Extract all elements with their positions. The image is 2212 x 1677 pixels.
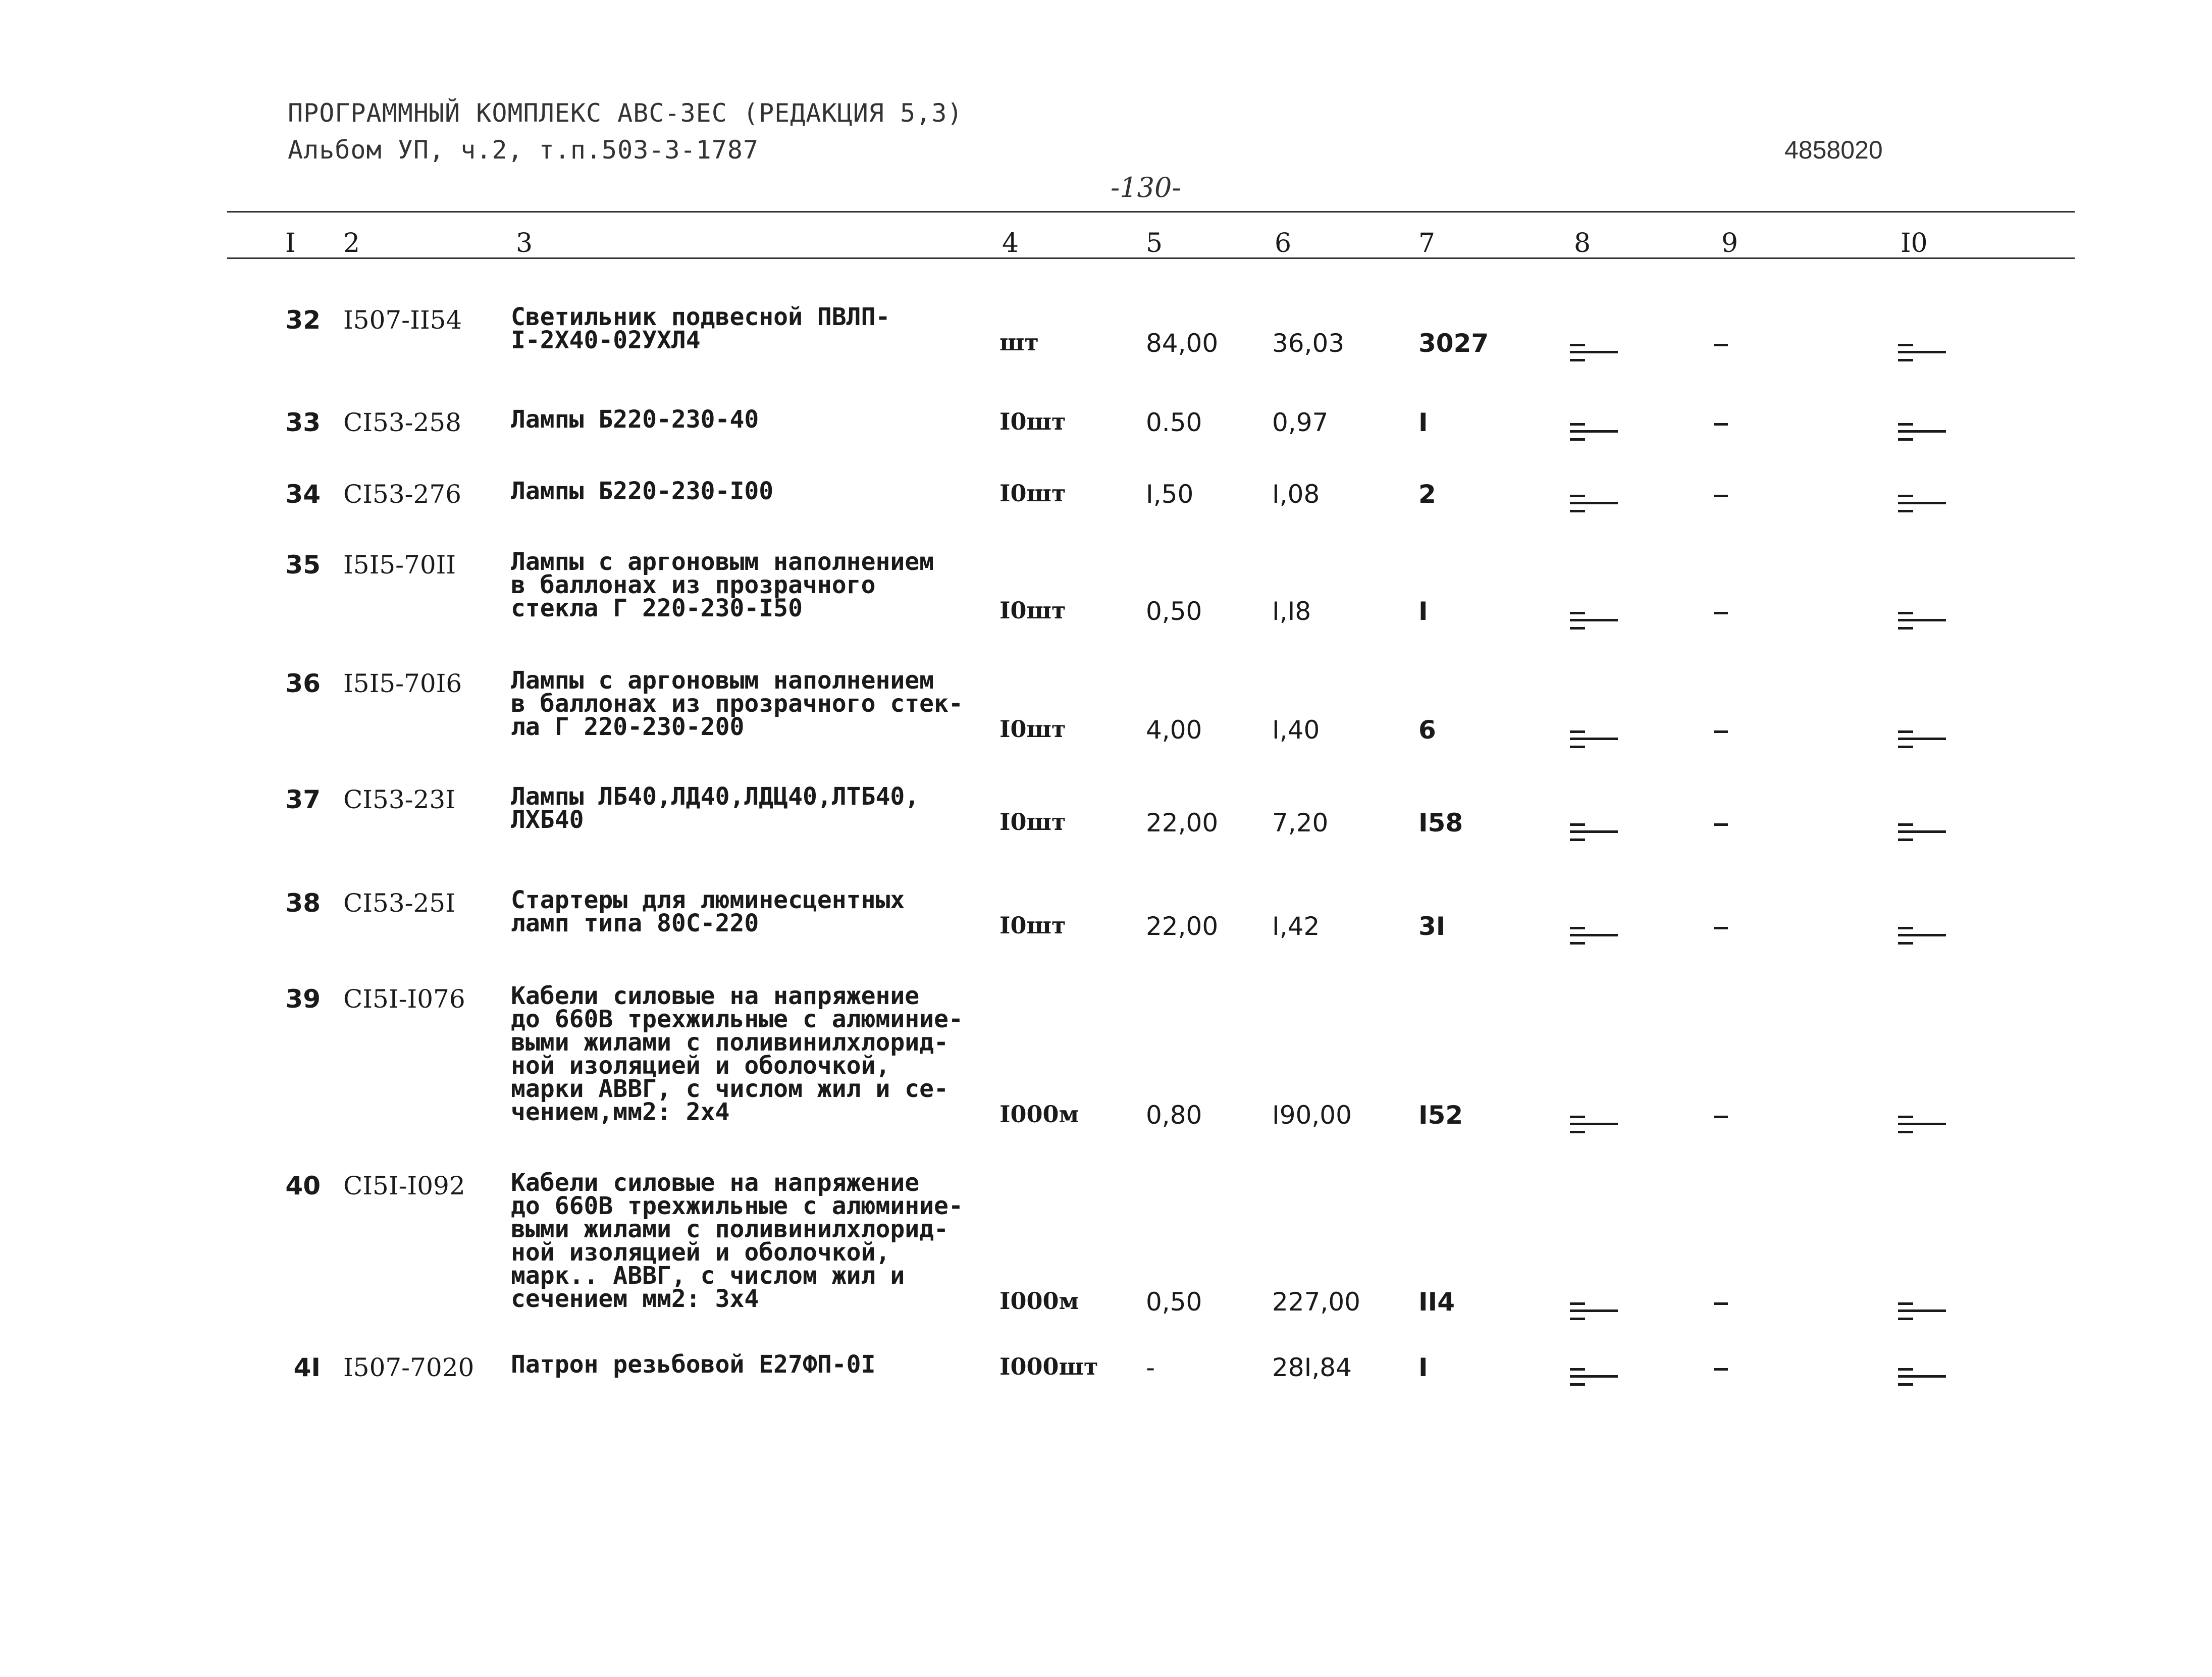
total: 3027 bbox=[1418, 329, 1489, 358]
col10-mark bbox=[1898, 329, 1948, 369]
mark-stroke bbox=[1570, 351, 1618, 353]
mark-stroke bbox=[1570, 1123, 1618, 1125]
mark-stroke bbox=[1570, 730, 1585, 733]
mark-stroke bbox=[1570, 612, 1585, 614]
row-number: 39 bbox=[285, 984, 321, 1014]
col10-mark bbox=[1898, 715, 1948, 756]
column-header-6: 6 bbox=[1275, 228, 1292, 258]
mark-stroke bbox=[1898, 927, 1913, 929]
dash-stroke bbox=[1714, 495, 1728, 497]
row-number: 33 bbox=[285, 408, 321, 437]
mark-stroke bbox=[1898, 495, 1913, 497]
quantity: 0.50 bbox=[1146, 408, 1202, 437]
dash-stroke bbox=[1714, 423, 1728, 426]
item-description: Лампы с аргоновым наполнением в баллонах из прозрачного стекла Г 220-230-I50 bbox=[511, 548, 934, 622]
mark-stroke bbox=[1570, 344, 1585, 346]
col8-mark bbox=[1570, 808, 1620, 849]
total: I bbox=[1418, 597, 1428, 626]
col10-mark bbox=[1898, 1353, 1948, 1393]
col8-mark bbox=[1570, 912, 1620, 952]
mark-stroke bbox=[1570, 839, 1585, 841]
dash-stroke bbox=[1714, 1116, 1728, 1118]
total: 3I bbox=[1418, 912, 1446, 941]
mark-stroke bbox=[1570, 942, 1585, 945]
item-description: Стартеры для люминесцентных ламп типа 80С-220 bbox=[511, 886, 905, 937]
col8-mark bbox=[1570, 408, 1620, 448]
mark-stroke bbox=[1898, 1116, 1913, 1118]
unit: I000м bbox=[999, 1100, 1079, 1128]
mark-stroke bbox=[1898, 612, 1913, 614]
item-description: Лампы Б220-230-40 bbox=[511, 405, 759, 434]
mark-stroke bbox=[1898, 430, 1946, 433]
price-code: CI53-23I bbox=[343, 785, 455, 814]
col9-mark bbox=[1714, 715, 1734, 746]
column-header-1: I bbox=[285, 228, 296, 258]
mark-stroke bbox=[1570, 830, 1618, 833]
price-code: I5I5-70II bbox=[343, 550, 456, 580]
column-header-8: 8 bbox=[1574, 228, 1591, 258]
unit: I0шт bbox=[999, 715, 1066, 743]
mark-stroke bbox=[1570, 627, 1585, 630]
quantity: 0,50 bbox=[1146, 1287, 1202, 1317]
mark-stroke bbox=[1570, 1368, 1585, 1371]
quantity: - bbox=[1146, 1353, 1155, 1382]
item-description: Лампы с аргоновым наполнением в баллонах из прозрачного стек- ла Г 220-230-200 bbox=[511, 666, 963, 741]
mark-stroke bbox=[1898, 351, 1946, 353]
row-number: 35 bbox=[285, 550, 321, 580]
mark-stroke bbox=[1570, 1383, 1585, 1386]
col9-mark bbox=[1714, 1287, 1734, 1318]
price-code: I507-7020 bbox=[343, 1353, 475, 1382]
unit-price: 28I,84 bbox=[1272, 1353, 1352, 1382]
col8-mark bbox=[1570, 1100, 1620, 1141]
dash-stroke bbox=[1714, 344, 1728, 346]
row-number: 37 bbox=[285, 785, 321, 814]
row-number: 34 bbox=[285, 480, 321, 509]
item-description: Лампы Б220-230-I00 bbox=[511, 477, 774, 505]
col8-mark bbox=[1570, 480, 1620, 520]
dash-stroke bbox=[1714, 823, 1728, 826]
mark-text bbox=[1714, 1287, 1729, 1317]
mark-stroke bbox=[1898, 627, 1913, 630]
mark-stroke bbox=[1898, 1131, 1913, 1133]
dash-stroke bbox=[1714, 730, 1728, 733]
col10-mark bbox=[1898, 912, 1948, 952]
mark-stroke bbox=[1570, 438, 1585, 441]
dash-stroke bbox=[1714, 1302, 1728, 1305]
mark-stroke bbox=[1898, 438, 1913, 441]
quantity: 0,80 bbox=[1146, 1100, 1202, 1130]
mark-stroke bbox=[1898, 359, 1913, 361]
mark-stroke bbox=[1570, 1309, 1618, 1312]
mark-stroke bbox=[1570, 927, 1585, 929]
mark-stroke bbox=[1570, 510, 1585, 512]
unit-price: 227,00 bbox=[1272, 1287, 1360, 1317]
mark-stroke bbox=[1898, 344, 1913, 346]
mark-stroke bbox=[1898, 1309, 1946, 1312]
col8-mark bbox=[1570, 329, 1620, 369]
mark-stroke bbox=[1570, 1131, 1585, 1133]
item-description: Кабели силовые на напряжение до 660В трехжильные с алюминие- выми жилами с поливинилхлорид- ной изоляцией и оболочкой, марки АВВГ, с числом жил и се- чением,мм2: 2х4 bbox=[511, 982, 963, 1126]
unit: I0шт bbox=[999, 480, 1066, 507]
col9-mark bbox=[1714, 1353, 1734, 1383]
mark-stroke bbox=[1570, 934, 1618, 936]
mark-stroke bbox=[1570, 1318, 1585, 1320]
price-code: CI5I-I092 bbox=[343, 1171, 465, 1200]
quantity: 22,00 bbox=[1146, 808, 1219, 837]
total: 2 bbox=[1418, 480, 1436, 509]
unit-price: 0,97 bbox=[1272, 408, 1329, 437]
unit-price: I,40 bbox=[1272, 715, 1320, 745]
quantity: 0,50 bbox=[1146, 597, 1202, 626]
column-header-5: 5 bbox=[1146, 228, 1163, 258]
col10-mark bbox=[1898, 1287, 1948, 1328]
unit: I0шт bbox=[999, 597, 1066, 624]
col10-mark bbox=[1898, 480, 1948, 520]
mark-stroke bbox=[1570, 746, 1585, 748]
dash-stroke bbox=[1714, 927, 1728, 929]
mark-stroke bbox=[1570, 1302, 1585, 1305]
mark-stroke bbox=[1570, 359, 1585, 361]
mark-text bbox=[1714, 597, 1729, 626]
unit-price: 36,03 bbox=[1272, 329, 1345, 358]
total: II4 bbox=[1418, 1287, 1455, 1317]
mark-text bbox=[1714, 808, 1729, 837]
page-number: -130- bbox=[1111, 172, 1181, 203]
col10-mark bbox=[1898, 597, 1948, 637]
table-top-rule bbox=[227, 211, 2075, 213]
mark-stroke bbox=[1898, 502, 1946, 504]
quantity: I,50 bbox=[1146, 480, 1194, 509]
row-number: 38 bbox=[285, 888, 321, 918]
mark-stroke bbox=[1570, 495, 1585, 497]
total: I bbox=[1418, 408, 1428, 437]
mark-stroke bbox=[1898, 730, 1913, 733]
unit-price: I,08 bbox=[1272, 480, 1320, 509]
header-album: Альбом УП, ч.2, т.п.503-3-1787 bbox=[288, 135, 759, 165]
unit-price: I90,00 bbox=[1272, 1100, 1352, 1130]
price-code: CI5I-I076 bbox=[343, 984, 465, 1014]
row-number: 32 bbox=[285, 305, 321, 335]
mark-stroke bbox=[1898, 830, 1946, 833]
total: I bbox=[1418, 1353, 1428, 1382]
col9-mark bbox=[1714, 480, 1734, 510]
mark-stroke bbox=[1898, 619, 1946, 621]
item-description: Лампы ЛБ40,ЛД40,ЛДЦ40,ЛТБ40, ЛХБ40 bbox=[511, 782, 920, 834]
column-header-3: 3 bbox=[516, 228, 533, 258]
mark-stroke bbox=[1898, 839, 1913, 841]
quantity: 22,00 bbox=[1146, 912, 1219, 941]
mark-stroke bbox=[1898, 1383, 1913, 1386]
mark-stroke bbox=[1570, 423, 1585, 426]
document-number: 4858020 bbox=[1784, 136, 1883, 164]
column-header-7: 7 bbox=[1418, 228, 1436, 258]
row-number: 4I bbox=[293, 1353, 321, 1382]
total: 6 bbox=[1418, 715, 1436, 745]
mark-text bbox=[1714, 1100, 1729, 1130]
dash-stroke bbox=[1714, 1368, 1728, 1371]
col8-mark bbox=[1570, 597, 1620, 637]
price-code: CI53-258 bbox=[343, 408, 461, 437]
column-header-10: I0 bbox=[1901, 228, 1928, 258]
unit: шт bbox=[999, 329, 1039, 356]
item-description: Светильник подвесной ПВЛП- I-2Х40-02УХЛ4 bbox=[511, 303, 890, 354]
mark-stroke bbox=[1898, 423, 1913, 426]
mark-stroke bbox=[1898, 823, 1913, 826]
unit-price: I,42 bbox=[1272, 912, 1320, 941]
mark-text bbox=[1714, 715, 1729, 745]
row-number: 36 bbox=[285, 669, 321, 698]
quantity: 84,00 bbox=[1146, 329, 1219, 358]
mark-stroke bbox=[1898, 738, 1946, 740]
unit: I0шт bbox=[999, 912, 1066, 939]
column-header-2: 2 bbox=[343, 228, 360, 258]
col10-mark bbox=[1898, 408, 1948, 448]
mark-stroke bbox=[1898, 1123, 1946, 1125]
quantity: 4,00 bbox=[1146, 715, 1202, 745]
price-code: CI53-276 bbox=[343, 480, 461, 509]
mark-stroke bbox=[1898, 510, 1913, 512]
col9-mark bbox=[1714, 597, 1734, 627]
col9-mark bbox=[1714, 1100, 1734, 1131]
unit: I0шт bbox=[999, 408, 1066, 435]
col9-mark bbox=[1714, 808, 1734, 839]
col9-mark bbox=[1714, 329, 1734, 359]
col9-mark bbox=[1714, 912, 1734, 942]
column-header-9: 9 bbox=[1721, 228, 1739, 258]
mark-stroke bbox=[1898, 934, 1946, 936]
unit-price: I,I8 bbox=[1272, 597, 1311, 626]
col8-mark bbox=[1570, 715, 1620, 756]
unit: I000шт bbox=[999, 1353, 1098, 1380]
mark-text bbox=[1714, 408, 1729, 437]
unit: I0шт bbox=[999, 808, 1066, 835]
mark-stroke bbox=[1898, 1368, 1913, 1371]
dash-stroke bbox=[1714, 612, 1728, 614]
mark-stroke bbox=[1570, 1116, 1585, 1118]
header-title: ПРОГРАММНЫЙ КОМПЛЕКС АВС-ЗЕС (РЕДАКЦИЯ 5,3) bbox=[288, 98, 963, 128]
mark-stroke bbox=[1570, 1375, 1618, 1378]
mark-text bbox=[1714, 480, 1729, 509]
item-description: Патрон резьбовой Е27ФП-0I bbox=[511, 1350, 876, 1379]
col10-mark bbox=[1898, 1100, 1948, 1141]
mark-stroke bbox=[1570, 619, 1618, 621]
col8-mark bbox=[1570, 1287, 1620, 1328]
unit-price: 7,20 bbox=[1272, 808, 1329, 837]
mark-text bbox=[1714, 1353, 1729, 1382]
col9-mark bbox=[1714, 408, 1734, 438]
mark-text bbox=[1714, 912, 1729, 941]
mark-stroke bbox=[1570, 430, 1618, 433]
mark-stroke bbox=[1570, 738, 1618, 740]
column-header-4: 4 bbox=[1002, 228, 1019, 258]
unit: I000м bbox=[999, 1287, 1079, 1315]
mark-stroke bbox=[1898, 1318, 1913, 1320]
col10-mark bbox=[1898, 808, 1948, 849]
mark-stroke bbox=[1898, 942, 1913, 945]
mark-stroke bbox=[1898, 746, 1913, 748]
mark-stroke bbox=[1898, 1375, 1946, 1378]
mark-text bbox=[1714, 329, 1729, 358]
row-number: 40 bbox=[285, 1171, 321, 1200]
price-code: CI53-25I bbox=[343, 888, 455, 918]
mark-stroke bbox=[1570, 502, 1618, 504]
price-code: I5I5-70I6 bbox=[343, 669, 462, 698]
col8-mark bbox=[1570, 1353, 1620, 1393]
total: I58 bbox=[1418, 808, 1463, 837]
mark-stroke bbox=[1898, 1302, 1913, 1305]
item-description: Кабели силовые на напряжение до 660В трехжильные с алюминие- выми жилами с поливинилхлорид- ной изоляцией и оболочкой, марк.. АВВГ, с числом жил и сечением мм2: 3х4 bbox=[511, 1169, 963, 1313]
total: I52 bbox=[1418, 1100, 1463, 1130]
mark-stroke bbox=[1570, 823, 1585, 826]
price-code: I507-II54 bbox=[343, 305, 462, 335]
